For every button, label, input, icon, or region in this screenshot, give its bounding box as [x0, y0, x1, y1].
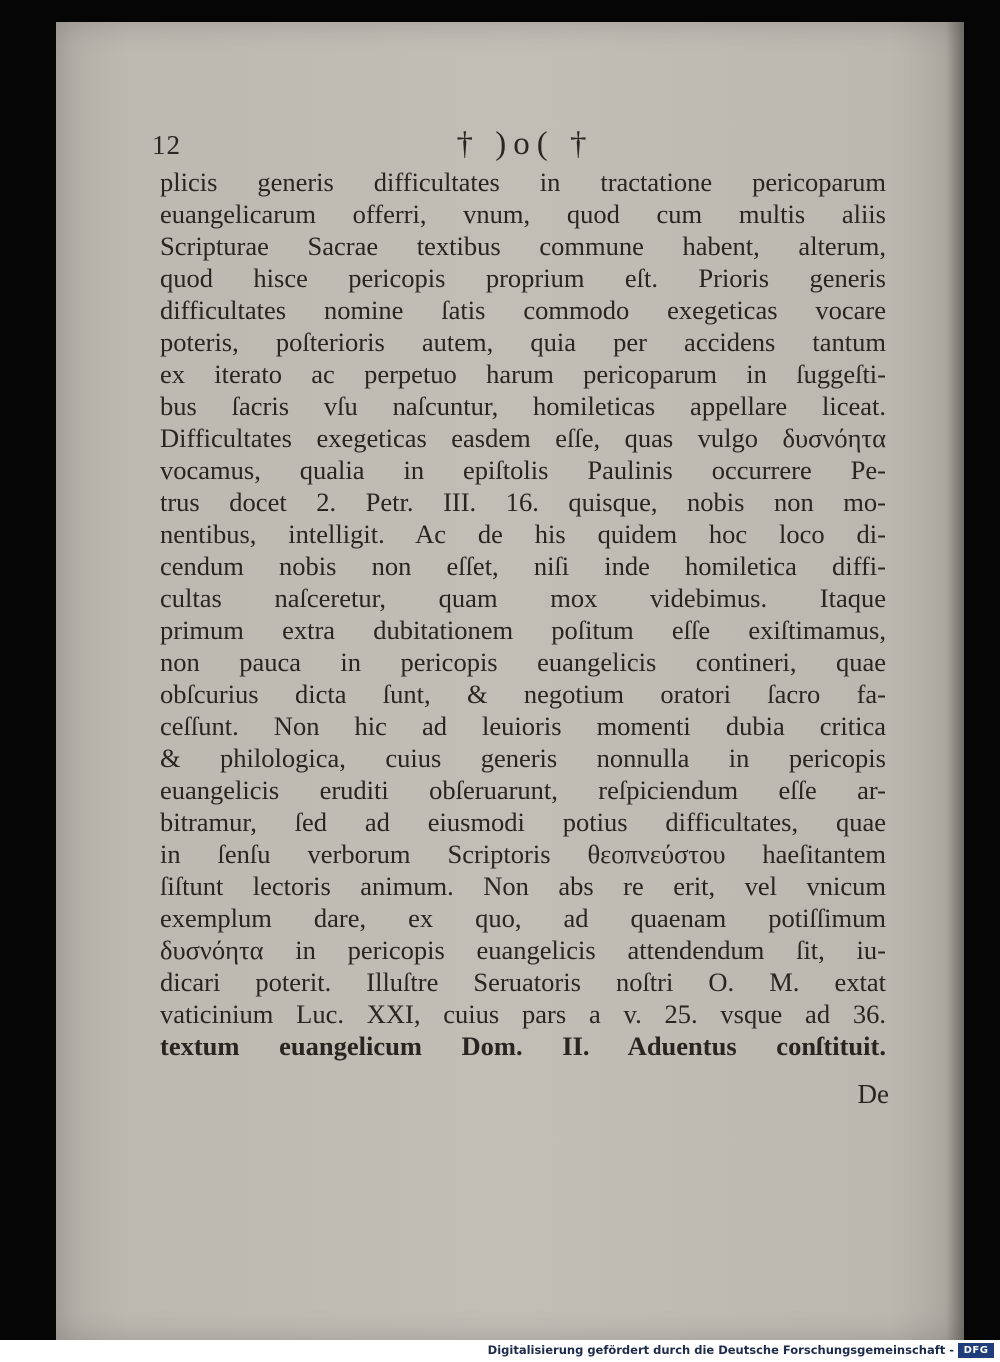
text-line: bus ſacris vſu naſcuntur, homileticas appellare liceat. — [160, 391, 886, 421]
text-line: ex iterato ac perpetuo harum pericoparum in ſuggeſti- — [160, 359, 886, 389]
text-line: euangelicarum offerri, vnum, quod cum multis aliis — [160, 199, 886, 229]
page-edge-shadow — [946, 22, 964, 1340]
text-line: ſiſtunt lectoris animum. Non abs re erit, vel vnicum — [160, 871, 886, 901]
text-line: poteris, poſterioris autem, quia per accidens tantum — [160, 327, 886, 357]
text-line: exemplum dare, ex quo, ad quaenam potiſſimum — [160, 903, 886, 933]
book-page — [56, 22, 964, 1340]
running-head: † )o( † — [456, 126, 594, 162]
dfg-logo: DFG — [958, 1343, 994, 1358]
text-line: Difficultates exegeticas easdem eſſe, quas vulgo δυσνόητα — [160, 423, 886, 453]
text-line: ceſſunt. Non hic ad leuioris momenti dubia critica — [160, 711, 886, 741]
text-line: quod hisce pericopis proprium eſt. Prioris generis — [160, 263, 886, 293]
catchword: De — [857, 1079, 889, 1109]
footer-bar — [0, 1340, 1000, 1362]
text-line: dicari poterit. Illuſtre Seruatoris noſtri O. M. extat — [160, 967, 886, 997]
text-line: difficultates nomine ſatis commodo exegeticas vocare — [160, 295, 886, 325]
text-line: cultas naſceretur, quam mox videbimus. Itaque — [160, 583, 886, 613]
text-line: vaticinium Luc. XXI, cuius pars a v. 25. vsque ad 36. — [160, 999, 886, 1029]
text-line: obſcurius dicta ſunt, & negotium oratori ſacro fa- — [160, 679, 886, 709]
text-line: euangelicis eruditi obſeruarunt, reſpiciendum eſſe ar- — [160, 775, 886, 805]
text-line: Scripturae Sacrae textibus commune habent, alterum, — [160, 231, 886, 261]
text-line: non pauca in pericopis euangelicis contineri, quae — [160, 647, 886, 677]
text-line: primum extra dubitationem poſitum eſſe exiſtimamus, — [160, 615, 886, 645]
text-line: in ſenſu verborum Scriptoris θεοπνεύστου haeſitantem — [160, 839, 886, 869]
text-line: δυσνόητα in pericopis euangelicis attendendum ſit, iu- — [160, 935, 886, 965]
text-line: trus docet 2. Petr. III. 16. quisque, nobis non mo- — [160, 487, 886, 517]
text-line: vocamus, qualia in epiſtolis Paulinis occurrere Pe- — [160, 455, 886, 485]
text-line: plicis generis difficultates in tractatione pericoparum — [160, 167, 886, 197]
text-line: nentibus, intelligit. Ac de his quidem hoc loco di- — [160, 519, 886, 549]
funding-note: Digitalisierung gefördert durch die Deutsche Forschungsgemeinschaft - — [487, 1343, 954, 1357]
text-line: bitramur, ſed ad eiusmodi potius difficultates, quae — [160, 807, 886, 837]
page-number: 12 — [152, 130, 181, 160]
page-header — [152, 126, 892, 170]
body-text — [160, 166, 886, 1062]
text-line: cendum nobis non eſſet, niſi inde homiletica diffi- — [160, 551, 886, 581]
text-line: textum euangelicum Dom. II. Aduentus conſtituit. — [160, 1031, 886, 1061]
text-line: & philologica, cuius generis nonnulla in pericopis — [160, 743, 886, 773]
